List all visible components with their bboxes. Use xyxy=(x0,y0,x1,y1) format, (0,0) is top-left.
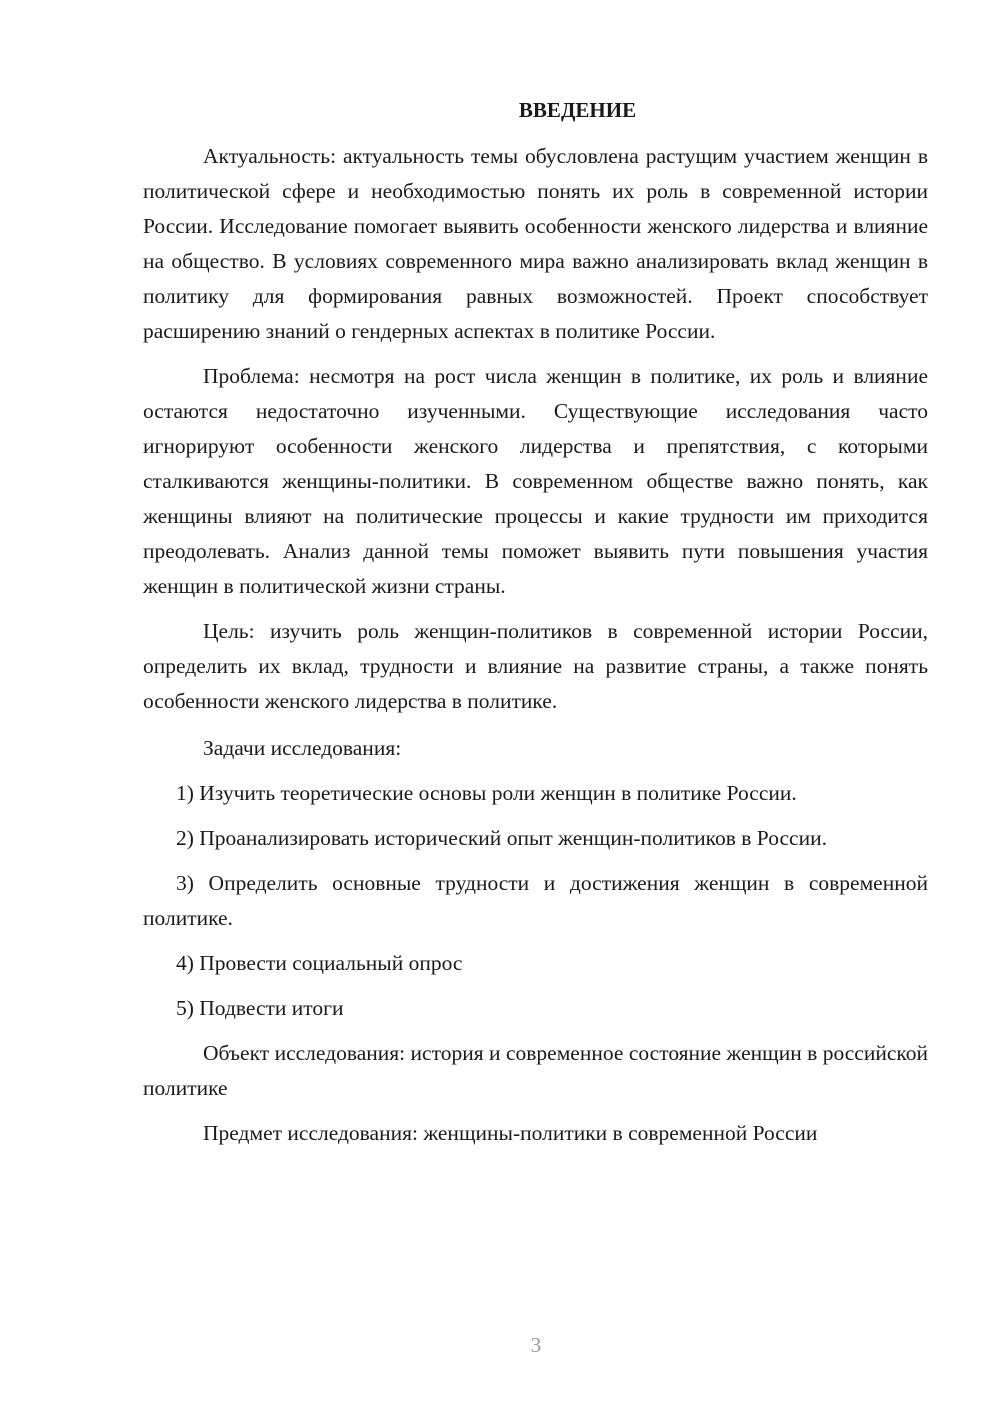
subject-paragraph: Предмет исследования: женщины-политики в современной России xyxy=(203,1121,818,1145)
goal-paragraph: Цель: изучить роль женщин-политиков в современной истории России, определить их вклад, трудности и влияние на развитие страны, а также понять особенности женского лидерства в политике. xyxy=(143,619,928,713)
list-item: 3) Определить основные трудности и достижения женщин в современной политике. xyxy=(143,871,928,930)
list-item: 5) Подвести итоги xyxy=(176,996,344,1020)
tasks-list xyxy=(143,776,928,1026)
tasks-heading: Задачи исследования: xyxy=(203,736,402,760)
page-number: 3 xyxy=(530,1333,542,1357)
problem-paragraph: Проблема: несмотря на рост числа женщин в политике, их роль и влияние остаются недостаточно изученными. Существующие исследования часто игнорируют особенности женского лидерства и препятствия, с которыми сталкиваются женщины-политики. В современном обществе важно понять, как женщины влияют на политические процессы и какие трудности им приходится преодолевать. Анализ данной темы поможет выявить пути повышения участия женщин в политической жизни страны. xyxy=(143,364,928,598)
page-content xyxy=(143,93,928,1161)
list-item: 2) Проанализировать исторический опыт женщин-политиков в России. xyxy=(176,826,827,850)
relevance-paragraph: Актуальность: актуальность темы обусловлена растущим участием женщин в политической сфере и необходимостью понять их роль в современной истории России. Исследование помогает выявить особенности женского лидерства и влияние на общество. В условиях современного мира важно анализировать вклад женщин в политику для формирования равных возможностей. Проект способствует расширению знаний о гендерных аспектах в политике России. xyxy=(143,144,928,343)
object-paragraph: Объект исследования: история и современное состояние женщин в российской политике xyxy=(143,1041,928,1100)
list-item: 4) Провести социальный опрос xyxy=(176,951,463,975)
list-item: 1) Изучить теоретические основы роли женщин в политике России. xyxy=(176,781,797,805)
section-title: ВВЕДЕНИЕ xyxy=(518,98,637,122)
